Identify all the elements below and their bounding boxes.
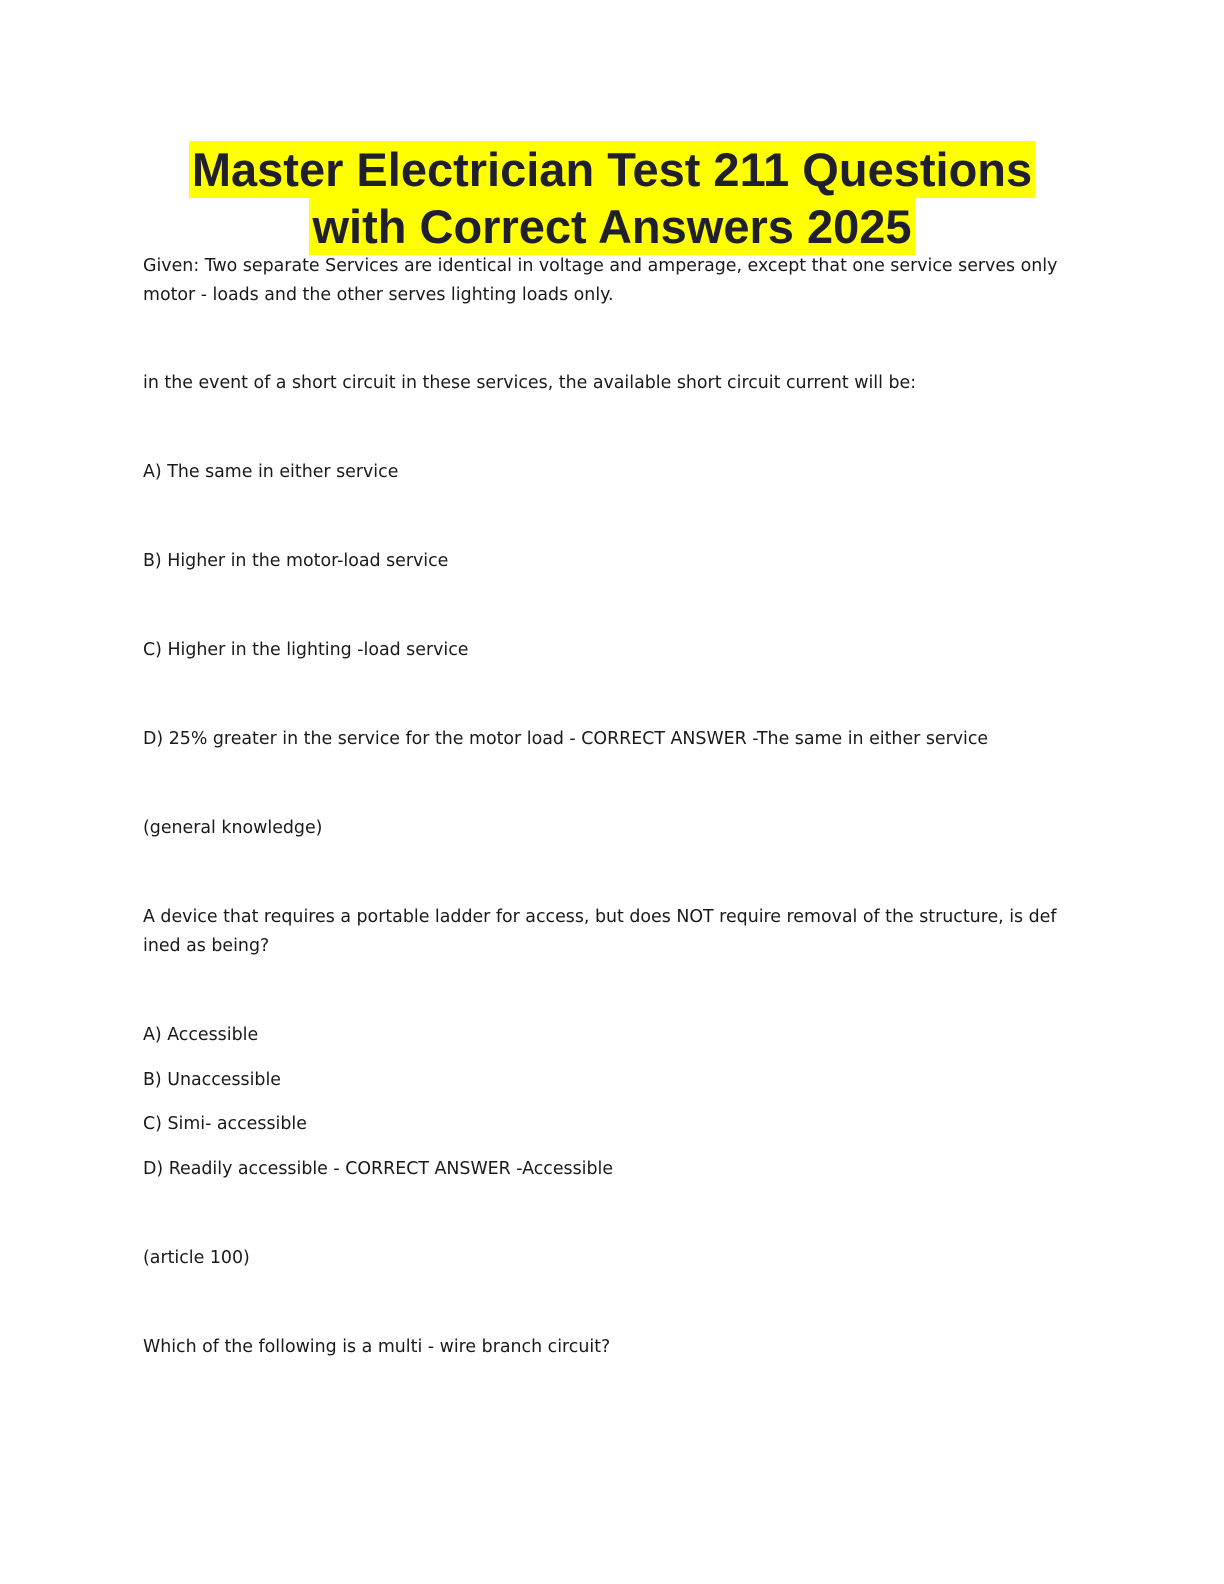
q1-option-d: D) 25% greater in the service for the motor load - CORRECT ANSWER -The same in either service [143, 729, 989, 749]
q2-question-line-1: A device that requires a portable ladder for access, but does NOT require removal of the structure, is def [143, 907, 1057, 927]
q1-given-line-2: motor - loads and the other serves lighting loads only. [143, 285, 614, 305]
q1-question: in the event of a short circuit in these services, the available short circuit current will be: [143, 373, 917, 393]
q1-given-line-1: Given: Two separate Services are identical in voltage and amperage, except that one service serves only [143, 256, 1058, 276]
q2-option-a: A) Accessible [143, 1025, 259, 1045]
q3-question: Which of the following is a multi - wire branch circuit? [143, 1337, 611, 1357]
q1-reference: (general knowledge) [143, 818, 323, 838]
q1-option-a: A) The same in either service [143, 462, 399, 482]
document-title [0, 141, 1224, 255]
q2-option-b: B) Unaccessible [143, 1070, 281, 1090]
title-line-1: Master Electrician Test 211 Questions [189, 141, 1035, 198]
q2-question-line-2: ined as being? [143, 936, 270, 956]
q1-option-b: B) Higher in the motor-load service [143, 551, 449, 571]
title-line-2: with Correct Answers 2025 [309, 198, 914, 255]
q2-option-d: D) Readily accessible - CORRECT ANSWER -Accessible [143, 1159, 614, 1179]
q2-option-c: C) Simi- accessible [143, 1114, 307, 1134]
q1-option-c: C) Higher in the lighting -load service [143, 640, 469, 660]
q2-reference: (article 100) [143, 1248, 250, 1268]
